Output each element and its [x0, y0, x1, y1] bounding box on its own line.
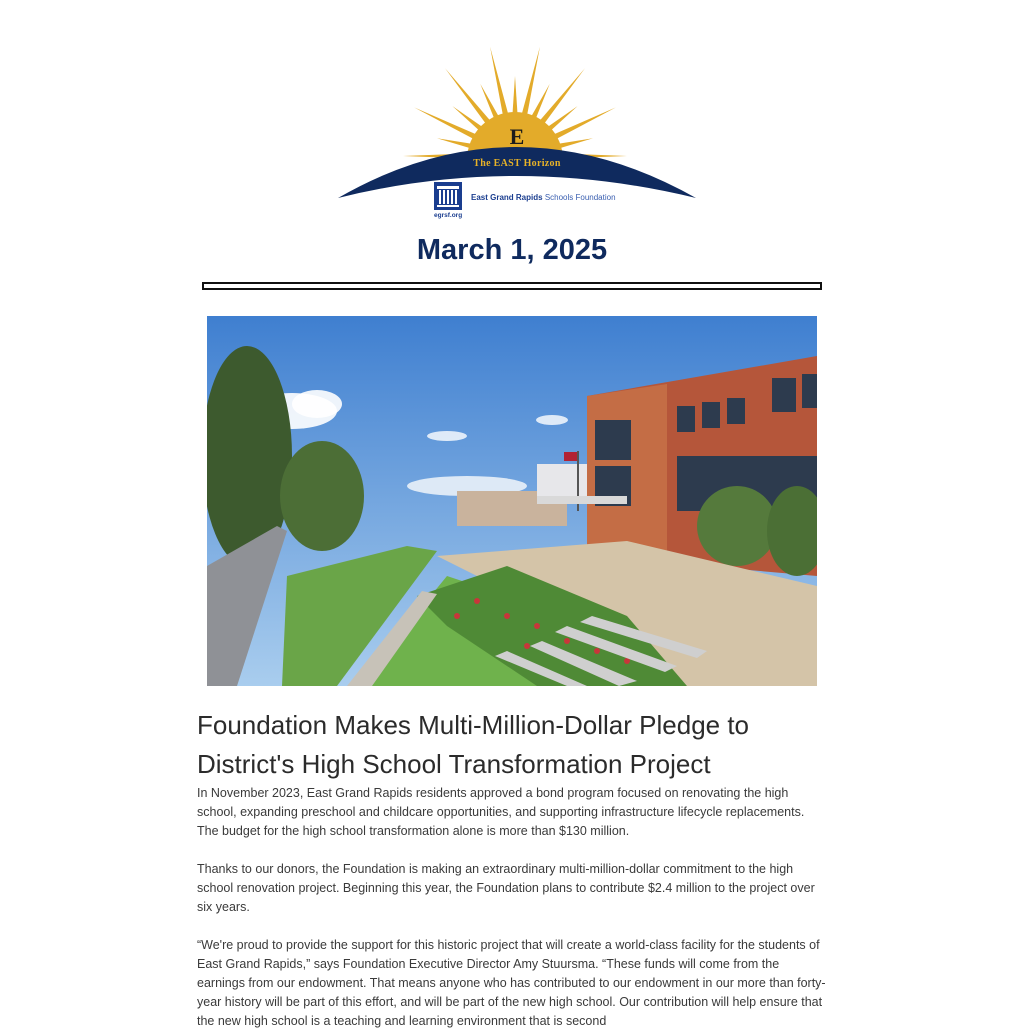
article-headline: Foundation Makes Multi-Million-Dollar Pledge to District's High School Transformation Project — [197, 710, 750, 779]
foundation-name-bold: East Grand Rapids — [471, 193, 543, 202]
foundation-name-light: Schools Foundation — [544, 193, 616, 202]
issue-date: March 1, 2025 — [416, 234, 608, 266]
article-paragraph: “We're proud to provide the support for this historic project that will create a world-class facility for the students of East Grand Rapids,” says Foundation Executive Director Amy Stuursma. “These funds will come from the earnings from our endowment. That means anyone who has contributed to our endowment in our more than forty-year history will be part of this effort, and will be part of the new high school. Our contribution will help ensure that the new high school is a teaching and learning environment that is second — [197, 938, 826, 1028]
foundation-column-icon — [434, 182, 462, 210]
article-paragraph: In November 2023, East Grand Rapids residents approved a bond program focused on renovating the high school, expanding preschool and childcare opportunities, and supporting infrastructure lifecycle replacements. The budget for the high school transformation alone is more than $130 million. — [197, 786, 805, 838]
east-horizon-logo — [330, 36, 700, 226]
logo-band-text: The EAST Horizon — [473, 158, 561, 169]
foundation-url: egrsf.org — [434, 212, 463, 219]
hero-image-high-school-rendering — [207, 316, 817, 686]
logo-letter: E — [509, 124, 525, 149]
article-paragraph: Thanks to our donors, the Foundation is making an extraordinary multi-million-dollar commitment to the high school renovation project. Beginning this year, the Foundation plans to contribute $2.4 million to the project over six years. — [197, 862, 815, 914]
date-divider — [202, 282, 822, 290]
foundation-name — [471, 193, 616, 202]
